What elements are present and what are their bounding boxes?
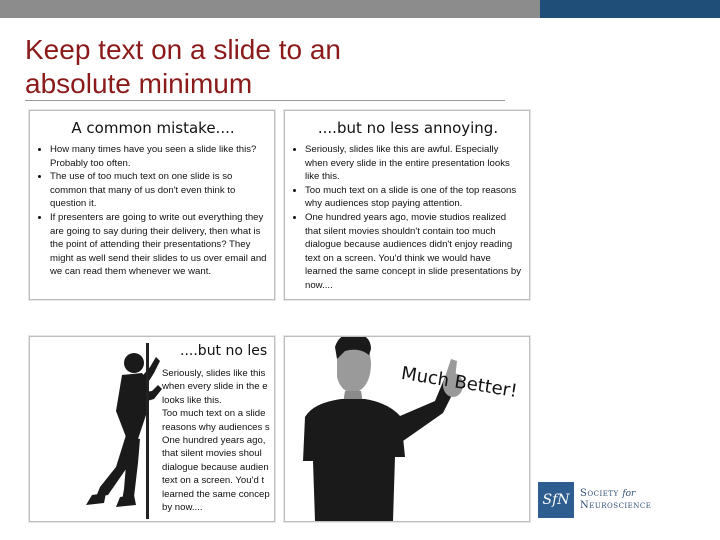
panel-no-less-annoying: [284, 110, 530, 300]
much-better-callout: Much Better!: [399, 363, 519, 403]
top-bar-blue: [540, 0, 720, 18]
panel-pushing-slide: [29, 336, 275, 522]
slide-edge: [146, 343, 149, 519]
panel-heading: ....but no les: [180, 343, 268, 359]
list-item: dialogue because audien: [162, 461, 269, 473]
slide-title: [25, 33, 505, 101]
sfn-logo-mark: SfN: [538, 482, 574, 518]
list-item: • Too much text on a slide is one of the top reasons why audiences stop paying attention.: [305, 184, 523, 211]
list-item: learned the same concep: [162, 488, 270, 500]
bullet-list: [293, 143, 523, 293]
list-item: • How many times have you seen a slide like this? Probably too often.: [50, 143, 268, 170]
list-item: by now....: [162, 502, 203, 514]
list-item: text on a screen. You'd t: [162, 475, 265, 487]
list-item: looks like this.: [162, 394, 222, 406]
bullet-list: [146, 367, 275, 514]
slide-title-line-2: absolute minimum: [25, 68, 253, 99]
panel-common-mistake: [29, 110, 275, 300]
panel-heading: A common mistake....: [71, 119, 235, 137]
list-item: • If presenters are going to write out everything they are going to say during their delivery, then what is the point of attending their presentations? They might as well send their slides to us over email and we can read them whenever we want.: [50, 211, 268, 279]
title-divider: [25, 100, 505, 101]
slide-title-line-1: Keep text on a slide to an: [25, 34, 341, 65]
list-item: that silent movies shoul: [162, 448, 262, 460]
list-item: • The use of too much text on one slide is so common that many of us don't even think to question it.: [50, 170, 268, 211]
list-item: Too much text on a slide: [162, 408, 266, 420]
list-item: • Seriously, slides like this are awful. Especially when every slide in the entire presentation looks like this.: [305, 143, 523, 184]
sfn-logo: [538, 482, 698, 522]
logo-line-2: Neuroscience: [580, 500, 652, 511]
list-item: One hundred years ago,: [162, 435, 266, 447]
list-item: • One hundred years ago, movie studios realized that silent movies shouldn't contain too much dialogue because audiences didn't enjoy reading text on a screen. You'd think we would have learned the same concept in slide presentations by now....: [305, 211, 523, 293]
pushed-slide-fragment: [146, 343, 275, 514]
list-item: when every slide in the e: [162, 381, 268, 393]
panel-heading: ....but no less annoying.: [317, 119, 499, 137]
panel-much-better: [284, 336, 530, 522]
logo-line-1: Society: [580, 488, 619, 499]
bullet-list: [38, 143, 268, 279]
logo-line-1-small: for: [622, 489, 636, 499]
sfn-logo-text: [580, 488, 651, 512]
list-item: reasons why audiences s: [162, 421, 270, 433]
list-item: Seriously, slides like this: [162, 368, 266, 379]
top-bar-gray: [0, 0, 540, 18]
